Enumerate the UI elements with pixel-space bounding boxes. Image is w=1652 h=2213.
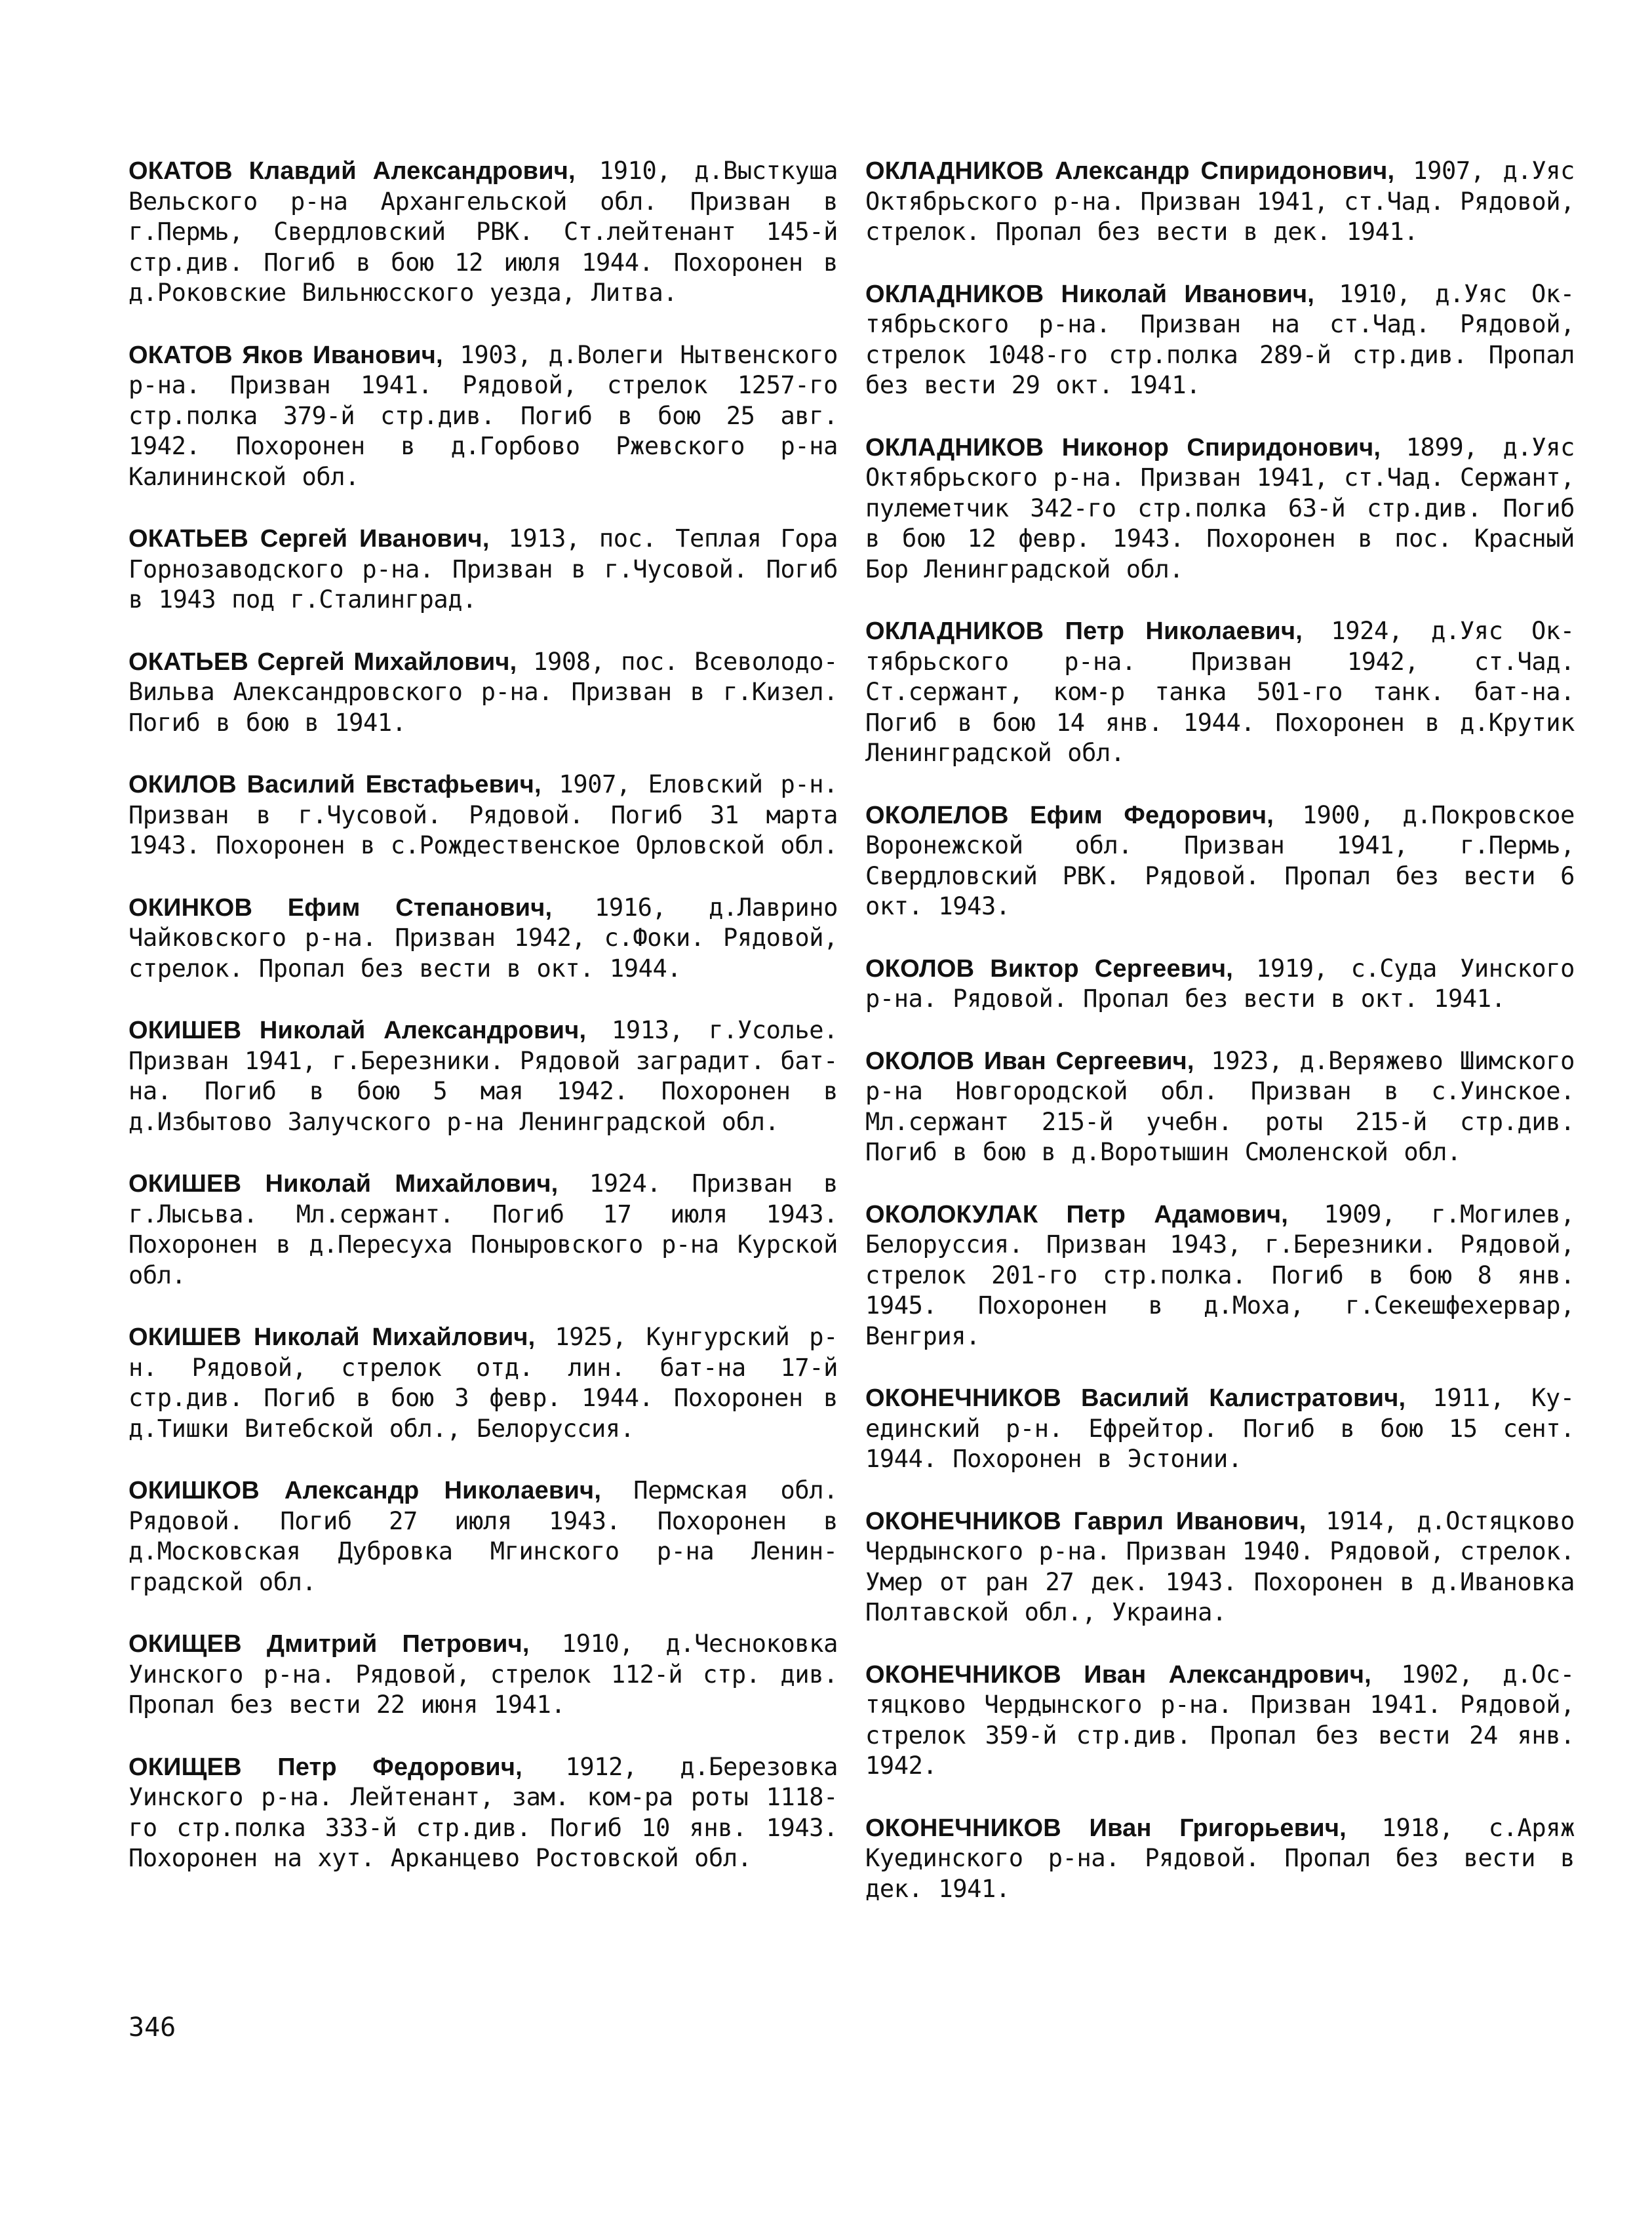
entry-details: 1913, пос. Теплая Гора Горнозаводского р-на. Призван в г.Чусовой. Погиб в 1943 под г.Сталинград. xyxy=(128,524,838,614)
entry xyxy=(865,616,1575,769)
entry xyxy=(865,1660,1575,1782)
entry-name: ОКИШЕВ Николай Александрович, xyxy=(128,1017,587,1044)
entry-name: ОКИШКОВ Александр Николаевич, xyxy=(128,1477,602,1504)
entry-details: 1914, д.Остяцково Чердынского р-на. Призван 1940. Рядовой, стрелок. Умер от ран 27 дек. 1943. Похоронен в д.Ивановка Полтавской обл., Украина. xyxy=(865,1506,1575,1626)
entry-details: 1908, пос. Всеволодо-Вильва Александровского р-на. Призван в г.Кизел. Погиб в бою в 1941. xyxy=(128,647,838,737)
left-column xyxy=(128,156,838,1906)
page-number: 346 xyxy=(128,2012,176,2043)
entry-name: ОКОНЕЧНИКОВ Гаврил Иванович, xyxy=(865,1507,1307,1535)
entry xyxy=(865,1383,1575,1475)
entry xyxy=(128,1169,838,1291)
entry xyxy=(128,524,838,616)
entry-name: ОКАТЬЕВ Сергей Михайлович, xyxy=(128,648,517,676)
entry-name: ОКИНКОВ Ефим Степанович, xyxy=(128,893,553,922)
entry xyxy=(128,156,838,309)
entry-details: 1910, д.Уяс Октябрьского р-на. Призван на ст.Чад. Рядовой, стрелок 1048-го стр.полка 289-й стр.див. Пропал без вести 29 окт. 1941. xyxy=(865,279,1575,399)
entry-name: ОКЛАДНИКОВ Николай Иванович, xyxy=(865,280,1315,308)
entry xyxy=(865,800,1575,922)
entry xyxy=(865,1200,1575,1352)
entry-name: ОКИЩЕВ Петр Федорович, xyxy=(128,1753,522,1781)
entry-details: 1924. Призван в г.Лысьва. Мл.сержант. Погиб 17 июля 1943. Похоронен в д.Пересуха Поныровского р-на Курской обл. xyxy=(128,1169,838,1289)
entry xyxy=(128,770,838,861)
entry-name: ОКОЛОВ Иван Сергеевич, xyxy=(865,1047,1194,1075)
entry xyxy=(128,893,838,985)
entry-name: ОКИЛОВ Василий Евстафьевич, xyxy=(128,771,541,798)
entry-name: ОКЛАДНИКОВ Никонор Спиридонович, xyxy=(865,433,1381,461)
entry-details: 1910, д.Высткуша Вельского р-на Архангельской обл. Призван в г.Пермь, Свердловский РВК. Ст.лейтенант 145-й стр.див. Погиб в бою 12 июля 1944. Похоронен в д.Роковские Вильнюсского уезда, Литва. xyxy=(128,157,838,307)
entry-details: 1916, д.Лаврино Чайковского р-на. Призван 1942, с.Фоки. Рядовой, стрелок. Пропал без вести в окт. 1944. xyxy=(128,893,838,983)
entry-name: ОКОЛОВ Виктор Сергеевич, xyxy=(865,954,1233,983)
entry-details: 1923, д.Веряжево Шимского р-на Новгородской обл. Призван в с.Уинское. Мл.сержант 215-й учебн. роты 215-й стр.див. Погиб в бою в д.Воротышин Смоленской обл. xyxy=(865,1046,1575,1166)
entry-name: ОКЛАДНИКОВ Петр Николаевич, xyxy=(865,617,1303,645)
entry-details: 1912, д.Березовка Уинского р-на. Лейтенант, зам. ком-ра роты 1118-го стр.полка 333-й стр.див. Погиб 10 янв. 1943. Похоронен на хут. Арканцево Ростовской обл. xyxy=(128,1752,838,1872)
entry-name: ОКОЛЕЛОВ Ефим Федорович, xyxy=(865,801,1274,829)
entry-name: ОКЛАДНИКОВ Александр Спиридонович, xyxy=(865,157,1395,185)
entry-details: 1911, Куединский р-н. Ефрейтор. Погиб в бою 15 сент. 1944. Похоронен в Эстонии. xyxy=(865,1384,1575,1473)
entry xyxy=(128,1476,838,1597)
entry-details: 1910, д.Чесноковка Уинского р-на. Рядовой, стрелок 112-й стр. див. Пропал без вести 22 июня 1941. xyxy=(128,1630,838,1719)
entry-details: 1919, с.Суда Уинского р-на. Рядовой. Пропал без вести в окт. 1941. xyxy=(865,954,1575,1013)
entry-name: ОКИШЕВ Николай Михайлович, xyxy=(128,1323,536,1351)
entry xyxy=(865,156,1575,248)
entry-name: ОКОНЕЧНИКОВ Иван Александрович, xyxy=(865,1660,1371,1689)
entry-name: ОКАТОВ Яков Иванович, xyxy=(128,341,443,369)
entry-details: 1899, д.Уяс Октябрьского р-на. Призван 1941, ст.Чад. Сержант, пулеметчик 342-го стр.полка 63-й стр.див. Погиб в бою 12 февр. 1943. Похоронен в пос. Красный Бор Ленинградской обл. xyxy=(865,433,1575,583)
entry-name: ОКИЩЕВ Дмитрий Петрович, xyxy=(128,1630,530,1658)
entry-details: 1907, Еловский р-н. Призван в г.Чусовой. Рядовой. Погиб 31 марта 1943. Похоронен в с.Рождественское Орловской обл. xyxy=(128,770,838,859)
entry-details: 1900, д.Покровское Воронежской обл. Призван 1941, г.Пермь, Свердловский РВК. Рядовой. Пропал без вести 6 окт. 1943. xyxy=(865,800,1575,920)
entry xyxy=(128,1015,838,1137)
entry xyxy=(128,1322,838,1444)
entry xyxy=(128,1752,838,1874)
entry xyxy=(865,1506,1575,1628)
entry xyxy=(865,1813,1575,1905)
entry-details: 1907, д.Уяс Октябрьского р-на. Призван 1941, ст.Чад. Рядовой, стрелок. Пропал без вести в дек. 1941. xyxy=(865,157,1575,246)
entry-name: ОКАТОВ Клавдий Александрович, xyxy=(128,157,576,185)
entry-name: ОКОНЕЧНИКОВ Василий Калистратович, xyxy=(865,1384,1406,1412)
entry xyxy=(865,1046,1575,1168)
entry-details: 1903, д.Волеги Нытвенского р-на. Призван 1941. Рядовой, стрелок 1257-го стр.полка 379-й стр.див. Погиб в бою 25 авг. 1942. Похоронен в д.Горбово Ржевского р-на Калининской обл. xyxy=(128,340,838,491)
entry xyxy=(865,954,1575,1015)
entry xyxy=(128,647,838,739)
entry xyxy=(128,1629,838,1721)
entry-details: 1925, Кунгурский р-н. Рядовой, стрелок отд. лин. бат-на 17-й стр.див. Погиб в бою 3 февр. 1944. Похоронен в д.Тишки Витебской обл., Белоруссия. xyxy=(128,1323,838,1443)
entry xyxy=(865,433,1575,585)
right-column xyxy=(865,156,1575,1936)
entry-name: ОКОНЕЧНИКОВ Иван Григорьевич, xyxy=(865,1814,1347,1842)
entry-name: ОКИШЕВ Николай Михайлович, xyxy=(128,1170,559,1198)
entry xyxy=(128,340,838,493)
entry-details: 1918, с.Аряж Куединского р-на. Рядовой. Пропал без вести в дек. 1941. xyxy=(865,1813,1575,1903)
entry-details: 1924, д.Уяс Октябрьского р-на. Призван 1942, ст.Чад. Ст.сержант, ком-р танка 501-го танк. бат-на. Погиб в бою 14 янв. 1944. Похоронен в д.Крутик Ленинградской обл. xyxy=(865,617,1575,767)
entry xyxy=(865,279,1575,401)
entry-details: 1902, д.Остяцково Чердынского р-на. Призван 1941. Рядовой, стрелок 359-й стр.див. Пропал без вести 24 янв. 1942. xyxy=(865,1660,1575,1780)
entry-details: 1913, г.Усолье. Призван 1941, г.Березники. Рядовой заградит. бат-на. Погиб в бою 5 мая 1942. Похоронен в д.Избытово Залучского р-на Ленинградской обл. xyxy=(128,1016,838,1136)
entry-name: ОКАТЬЕВ Сергей Иванович, xyxy=(128,525,490,553)
entry-details: 1909, г.Могилев, Белоруссия. Призван 1943, г.Березники. Рядовой, стрелок 201-го стр.полка. Погиб в бою 8 янв. 1945. Похоронен в д.Моха, г.Секешфехервар, Венгрия. xyxy=(865,1200,1575,1350)
entry-details: Пермская обл. Рядовой. Погиб 27 июля 1943. Похоронен в д.Московская Дубровка Мгинского р-на Ленинградской обл. xyxy=(128,1476,838,1596)
entry-name: ОКОЛОКУЛАК Петр Адамович, xyxy=(865,1200,1289,1228)
